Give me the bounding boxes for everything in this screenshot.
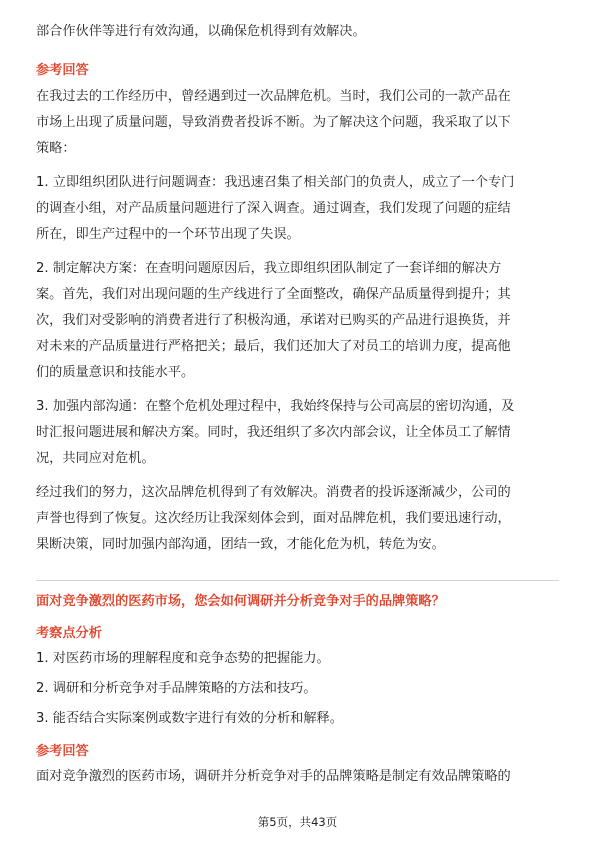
list-item: 1. 对医药市场的理解程度和竞争态势的把握能力。 (36, 651, 330, 666)
page-number: 第5页，共43页 (257, 815, 338, 829)
paragraph-line: 部合作伙伴等进行有效沟通，以确保危机得到有效解决。 (36, 24, 366, 39)
paragraph-line: 在我过去的工作经历中，曾经遇到过一次品牌危机。当时，我们公司的一款产品在 (36, 89, 511, 104)
list-item: 3. 能否结合实际案例或数字进行有效的分析和解释。 (36, 711, 343, 726)
paragraph-line: 1. 立即组织团队进行问题调查：我迅速召集了相关部门的负责人，成立了一个专门 (36, 175, 515, 190)
paragraph-line: 市场上出现了质量问题，导致消费者投诉不断。为了解决这个问题，我采取了以下 (36, 115, 511, 130)
list-item: 2. 调研和分析竞争对手品牌策略的方法和技巧。 (36, 681, 317, 696)
paragraph-line: 策略： (36, 141, 76, 156)
paragraph-line: 的调查小组，对产品质量问题进行了深入调查。通过调查，我们发现了问题的症结 (36, 201, 511, 216)
paragraph-line: 次，我们对受影响的消费者进行了积极沟通，承诺对已购买的产品进行退换货，并 (36, 313, 511, 328)
section-divider (36, 580, 559, 581)
paragraph-line: 所在，即生产过程中的一个环节出现了失误。 (36, 227, 300, 242)
paragraph-line: 对未来的产品质量进行严格把关；最后，我们还加大了对员工的培训力度，提高他 (36, 339, 511, 354)
paragraph-line: 案。首先，我们对出现问题的生产线进行了全面整改，确保产品质量得到提升；其 (36, 287, 511, 302)
question-heading: 面对竞争激烈的医药市场，您会如何调研并分析竞争对手的品牌策略？ (36, 594, 445, 609)
paragraph-line: 况，共同应对危机。 (36, 451, 155, 466)
analysis-heading: 考察点分析 (36, 626, 102, 641)
paragraph-line: 果断决策，同时加强内部沟通，团结一致，才能化危为机，转危为安。 (36, 537, 445, 552)
reference-answer-heading: 参考回答 (36, 63, 89, 78)
paragraph-line: 们的质量意识和技能水平。 (36, 365, 195, 380)
paragraph-line: 经过我们的努力，这次品牌危机得到了有效解决。消费者的投诉逐渐减少，公司的 (36, 485, 511, 500)
paragraph-line: 时汇报问题进展和解决方案。同时，我还组织了多次内部会议，让全体员工了解情 (36, 425, 511, 440)
paragraph-line: 声誉也得到了恢复。这次经历让我深刻体会到，面对品牌危机，我们要迅速行动， (36, 511, 511, 526)
paragraph-line: 2. 制定解决方案：在查明问题原因后，我立即组织团队制定了一套详细的解决方 (36, 261, 502, 276)
paragraph-line: 面对竞争激烈的医药市场，调研并分析竞争对手的品牌策略是制定有效品牌策略的 (36, 769, 511, 784)
reference-answer-heading: 参考回答 (36, 744, 89, 759)
paragraph-line: 3. 加强内部沟通：在整个危机处理过程中，我始终保持与公司高层的密切沟通，及 (36, 399, 515, 414)
